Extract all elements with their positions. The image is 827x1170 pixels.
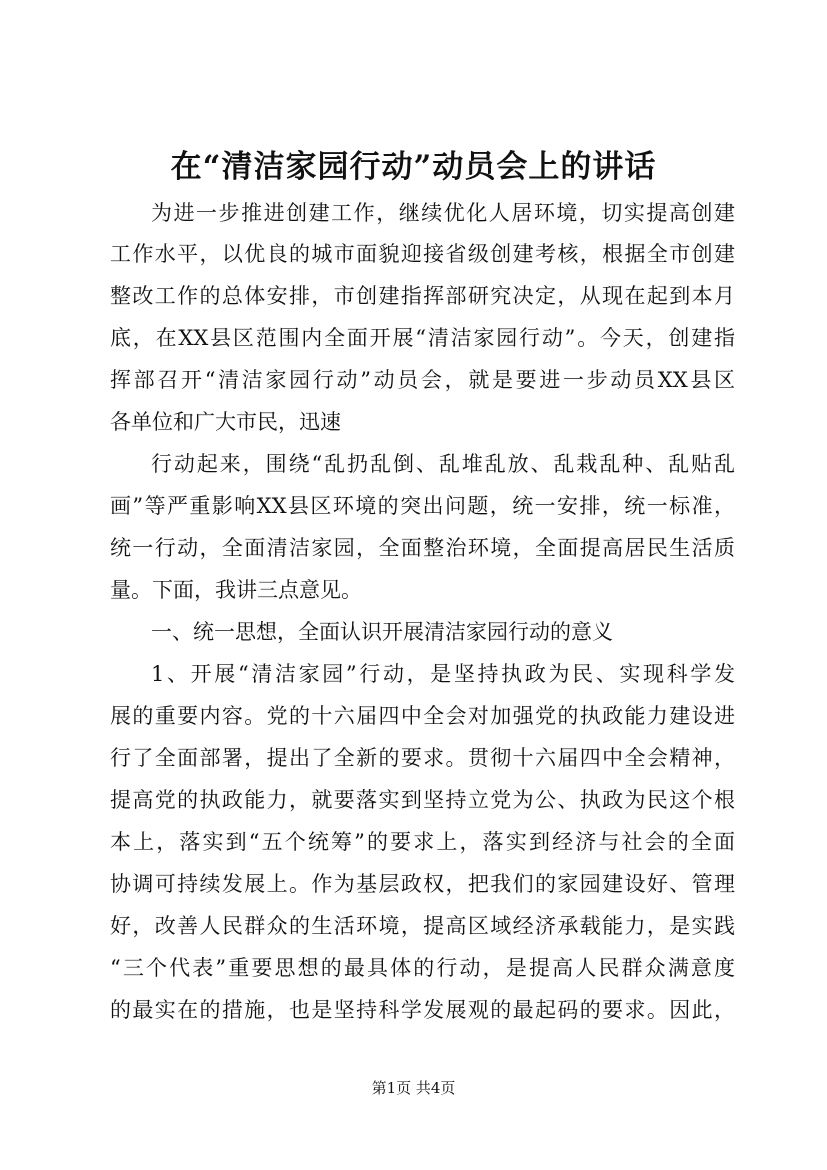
paragraph-line: 各单位和广大市民，迅速 — [110, 410, 341, 434]
paragraph-line: 1、开展“清洁家园”行动，是坚持执政为民、实现科学发 — [151, 662, 735, 686]
paragraph-line: 整改工作的总体安排，市创建指挥部研究决定，从现在起到本月 — [110, 284, 735, 308]
page-number-footer: 第1页 共4页 — [371, 1079, 456, 1097]
paragraph-line: 协调可持续发展上。作为基层政权，把我们的家园建设好、管理 — [110, 872, 735, 896]
paragraph-line: 本上，落实到“五个统筹”的要求上，落实到经济与社会的全面 — [110, 830, 735, 854]
paragraph-line: 统一行动，全面清洁家园，全面整治环境，全面提高居民生活质 — [110, 536, 735, 560]
section-heading: 一、统一思想，全面认识开展清洁家园行动的意义 — [151, 620, 613, 644]
paragraph-line: 展的重要内容。党的十六届四中全会对加强党的执政能力建设进 — [110, 704, 735, 728]
paragraph-line: 的最实在的措施，也是坚持科学发展观的最起码的要求。因此， — [110, 998, 735, 1022]
paragraph-line: 底，在XX县区范围内全面开展“清洁家园行动”。今天，创建指 — [110, 326, 735, 350]
paragraph-line: “三个代表”重要思想的最具体的行动，是提高人民群众满意度 — [110, 956, 735, 980]
paragraph-line: 行了全面部署，提出了全新的要求。贯彻十六届四中全会精神， — [110, 746, 735, 770]
paragraph-line: 好，改善人民群众的生活环境，提高区域经济承载能力，是实践 — [110, 914, 735, 938]
paragraph-line: 为进一步推进创建工作，继续优化人居环境，切实提高创建 — [151, 201, 735, 225]
document-title: 在“清洁家园行动”动员会上的讲话 — [170, 149, 657, 185]
paragraph-line: 提高党的执政能力，就要落实到坚持立党为公、执政为民这个根 — [110, 788, 735, 812]
paragraph-line: 量。下面，我讲三点意见。 — [110, 578, 362, 602]
paragraph-line: 工作水平，以优良的城市面貌迎接省级创建考核，根据全市创建 — [110, 242, 735, 266]
paragraph-line: 行动起来，围绕“乱扔乱倒、乱堆乱放、乱栽乱种、乱贴乱 — [151, 452, 735, 476]
paragraph-line: 挥部召开“清洁家园行动”动员会，就是要进一步动员XX县区 — [110, 368, 735, 392]
paragraph-line: 画”等严重影响XX县区环境的突出问题，统一安排，统一标准， — [110, 494, 735, 518]
